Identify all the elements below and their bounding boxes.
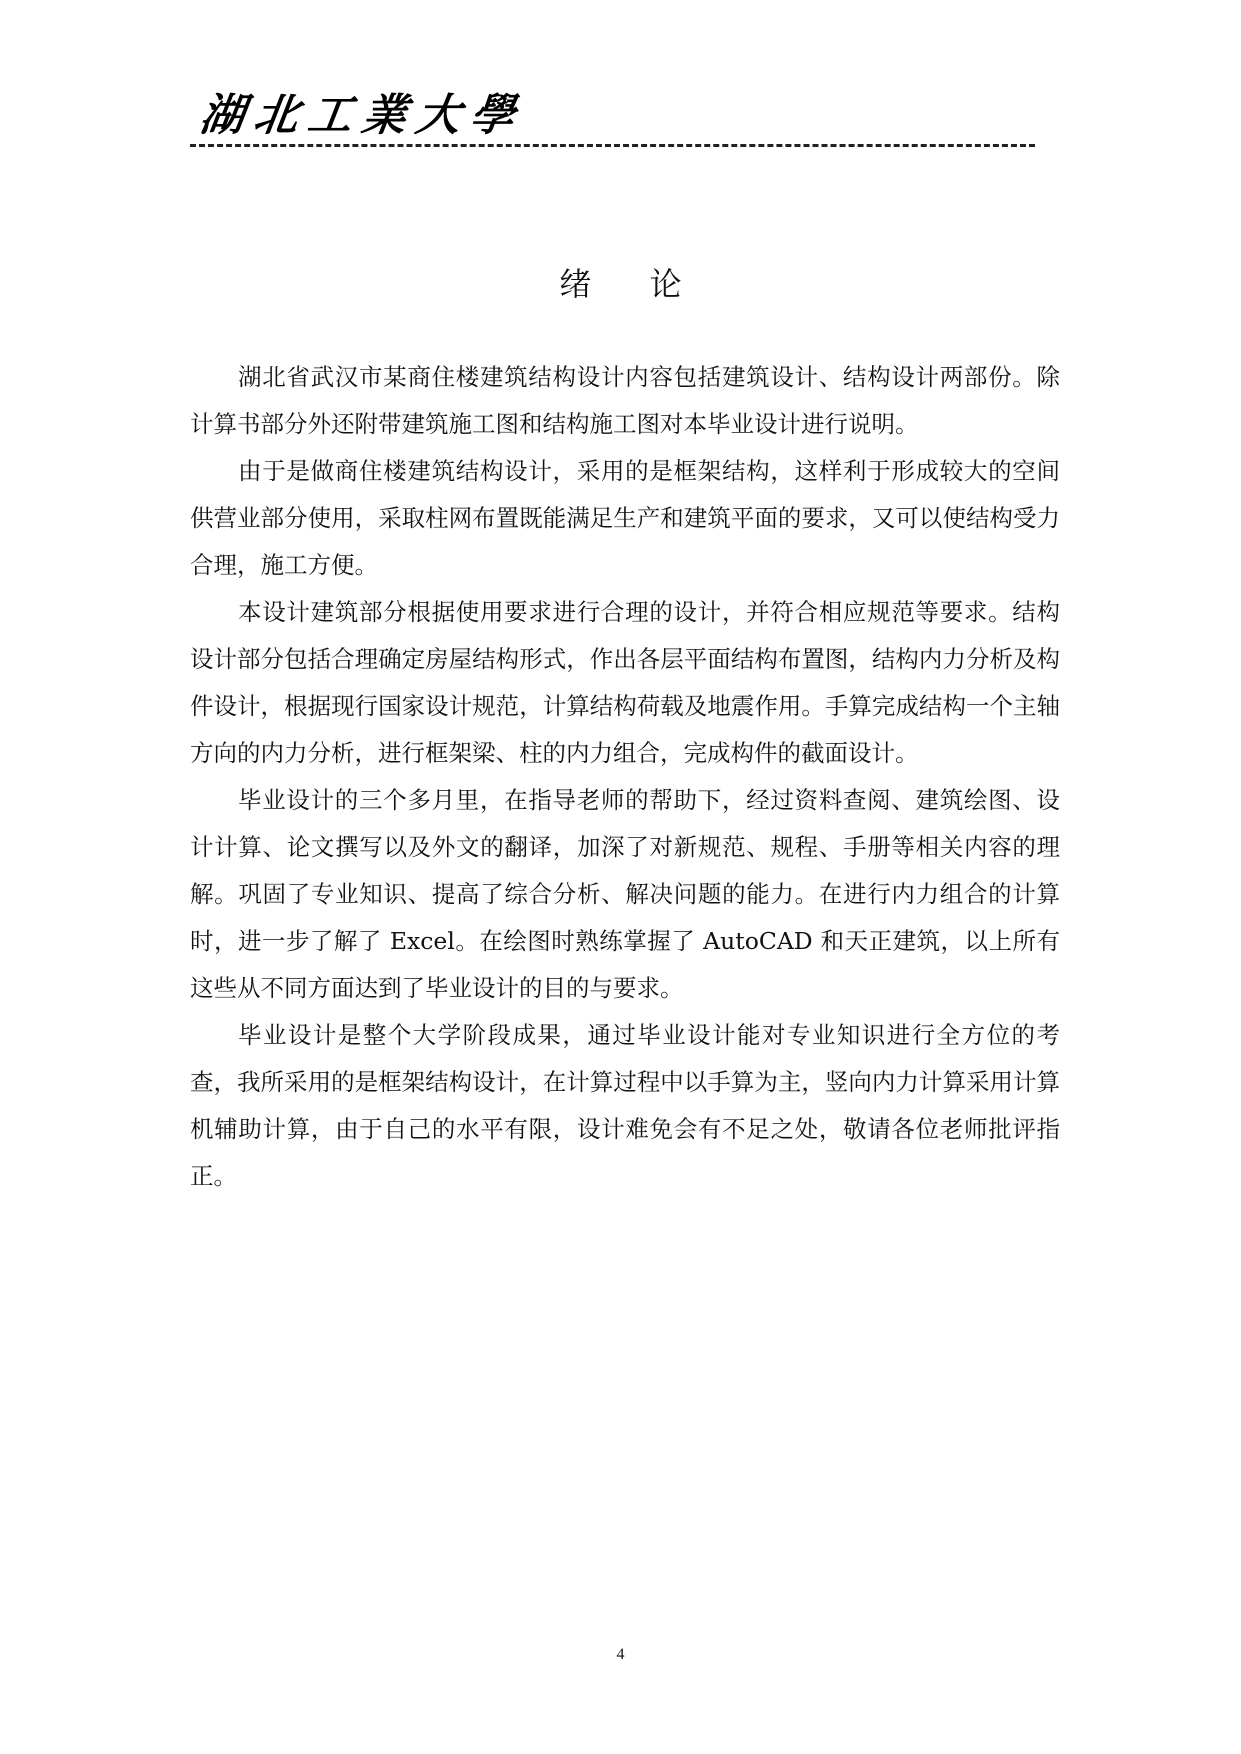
chapter-title: 绪 论 bbox=[559, 265, 706, 303]
page-number: 4 bbox=[616, 1646, 625, 1663]
paragraph-4: 毕业设计的三个多月里，在指导老师的帮助下，经过资料查阅、建筑绘图、设计计算、论文撰写以及外文的翻译，加深了对新规范、规程、手册等相关内容的理解。巩固了专业知识、提高了综合分析、解决问题的能力。在进行内力组合的计算时，进一步了解了 Excel。在绘图时熟练掌握了 AutoCAD 和天正建筑，以上所有这些从不同方面达到了毕业设计的目的与要求。 bbox=[190, 786, 1060, 1002]
university-logo: 湖北工業大學 bbox=[196, 90, 528, 141]
header-dashed-rule bbox=[190, 144, 1035, 147]
body-text bbox=[190, 354, 1060, 1200]
paragraph-2: 由于是做商住楼建筑结构设计，采用的是框架结构，这样利于形成较大的空间供营业部分使用，采取柱网布置既能满足生产和建筑平面的要求，又可以使结构受力合理，施工方便。 bbox=[190, 457, 1060, 579]
paragraph-5: 毕业设计是整个大学阶段成果，通过毕业设计能对专业知识进行全方位的考查，我所采用的是框架结构设计，在计算过程中以手算为主，竖向内力计算采用计算机辅助计算，由于自己的水平有限，设计难免会有不足之处，敬请各位老师批评指正。 bbox=[190, 1021, 1060, 1190]
paragraph-1: 湖北省武汉市某商住楼建筑结构设计内容包括建筑设计、结构设计两部份。除计算书部分外还附带建筑施工图和结构施工图对本毕业设计进行说明。 bbox=[190, 363, 1060, 438]
paragraph-3: 本设计建筑部分根据使用要求进行合理的设计，并符合相应规范等要求。结构设计部分包括合理确定房屋结构形式，作出各层平面结构布置图，结构内力分析及构件设计，根据现行国家设计规范，计算结构荷载及地震作用。手算完成结构一个主轴方向的内力分析，进行框架梁、柱的内力组合，完成构件的截面设计。 bbox=[190, 598, 1060, 767]
